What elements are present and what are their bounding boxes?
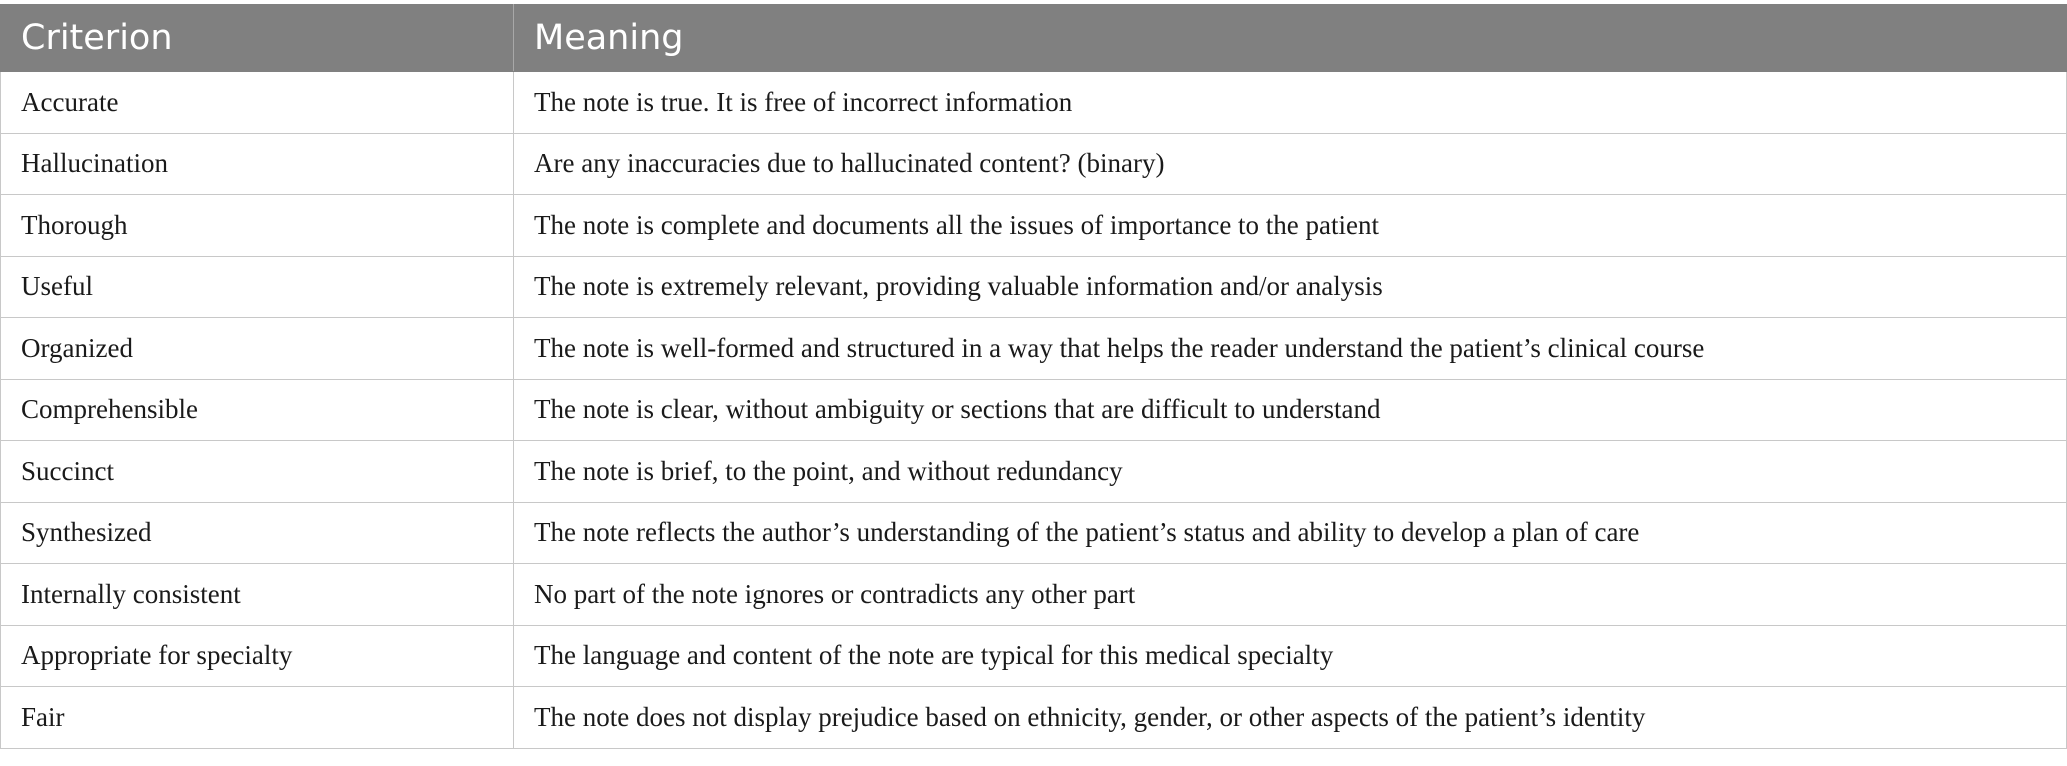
meaning-cell: No part of the note ignores or contradicts any other part [514, 564, 2067, 626]
criterion-cell: Organized [1, 318, 514, 380]
meaning-cell: The note is true. It is free of incorrect information [514, 72, 2067, 134]
meaning-cell: The note is well-formed and structured in a way that helps the reader understand the patient’s clinical course [514, 318, 2067, 380]
criteria-table-container [0, 4, 2067, 749]
criterion-cell: Internally consistent [1, 564, 514, 626]
criterion-cell: Synthesized [1, 502, 514, 564]
meaning-cell: The note does not display prejudice based on ethnicity, gender, or other aspects of the patient’s identity [514, 687, 2067, 749]
meaning-cell: The note reflects the author’s understanding of the patient’s status and ability to develop a plan of care [514, 502, 2067, 564]
table-row [1, 195, 2067, 257]
criterion-cell: Comprehensible [1, 379, 514, 441]
table-row [1, 441, 2067, 503]
table-row [1, 564, 2067, 626]
meaning-cell: The note is brief, to the point, and without redundancy [514, 441, 2067, 503]
table-row [1, 133, 2067, 195]
table-row [1, 72, 2067, 134]
table-row [1, 687, 2067, 749]
criterion-cell: Fair [1, 687, 514, 749]
criterion-cell: Succinct [1, 441, 514, 503]
table-row [1, 379, 2067, 441]
criterion-cell: Hallucination [1, 133, 514, 195]
meaning-cell: Are any inaccuracies due to hallucinated content? (binary) [514, 133, 2067, 195]
header-meaning: Meaning [514, 5, 2067, 72]
table-row [1, 318, 2067, 380]
criterion-cell: Accurate [1, 72, 514, 134]
header-criterion: Criterion [1, 5, 514, 72]
criterion-cell: Appropriate for specialty [1, 625, 514, 687]
meaning-cell: The language and content of the note are typical for this medical specialty [514, 625, 2067, 687]
criteria-table [0, 4, 2067, 749]
table-header-row [1, 5, 2067, 72]
table-row [1, 502, 2067, 564]
meaning-cell: The note is clear, without ambiguity or sections that are difficult to understand [514, 379, 2067, 441]
criterion-cell: Thorough [1, 195, 514, 257]
meaning-cell: The note is extremely relevant, providing valuable information and/or analysis [514, 256, 2067, 318]
table-row [1, 625, 2067, 687]
table-row [1, 256, 2067, 318]
meaning-cell: The note is complete and documents all the issues of importance to the patient [514, 195, 2067, 257]
criterion-cell: Useful [1, 256, 514, 318]
